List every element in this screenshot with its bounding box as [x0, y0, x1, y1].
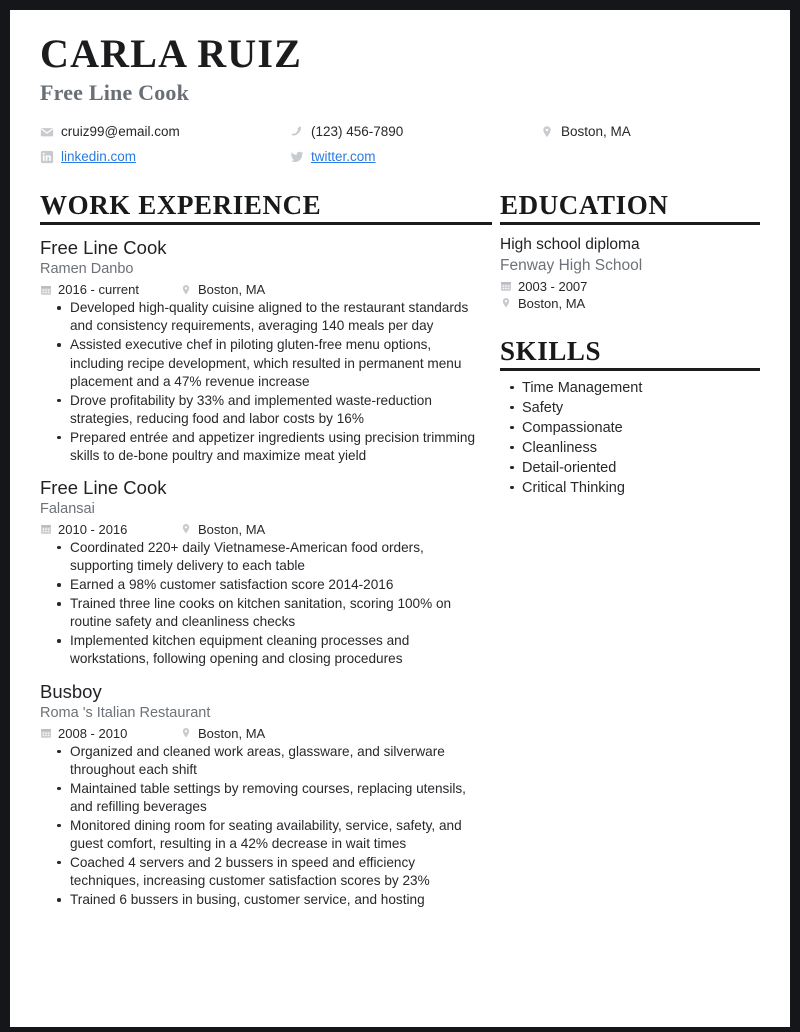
map-pin-icon: [540, 125, 554, 139]
skill-item: Time Management: [522, 378, 768, 398]
job-bullets: [40, 539, 484, 669]
job-bullet: Developed high-quality cuisine aligned to the restaurant standards and consistency requirements, averaging 140 meals per day: [70, 299, 484, 335]
calendar-icon: [40, 727, 52, 739]
map-pin-icon: [180, 284, 192, 296]
job-bullet: Trained three line cooks on kitchen sanitation, scoring 100% on routine safety and cleanliness checks: [70, 595, 484, 631]
job-bullets: [40, 743, 484, 910]
contact-twitter[interactable]: [290, 149, 540, 164]
education-entry: [500, 235, 768, 310]
job-bullet: Implemented kitchen equipment cleaning processes and workstations, following opening and closing procedures: [70, 632, 484, 668]
job-bullet: Monitored dining room for seating availability, service, safety, and guest comfort, resulting in a 42% decrease in wait times: [70, 817, 484, 853]
skills-list: [500, 378, 768, 498]
education-dates: [500, 279, 768, 294]
page-title: CARLA RUIZ: [40, 31, 303, 76]
job-dates: [40, 522, 180, 537]
job-location: [180, 282, 265, 297]
job-location-text: Boston, MA: [198, 725, 266, 741]
contact-twitter-link[interactable]: twitter.com: [311, 149, 376, 164]
contact-email-text: cruiz99@email.com: [61, 124, 180, 139]
education-section-rule: [500, 222, 760, 225]
skills-section-title: SKILLS: [500, 335, 602, 366]
education-school: Fenway High School: [500, 257, 643, 275]
skills-section-rule: [500, 368, 760, 371]
phone-icon: [290, 125, 304, 139]
job-entry: [40, 476, 484, 669]
job-company: Falansai: [40, 501, 95, 518]
contact-phone[interactable]: [290, 124, 540, 139]
contact-phone-text: (123) 456-7890: [311, 124, 404, 139]
education-section-title: EDUCATION: [500, 190, 669, 220]
contact-row-primary: [40, 119, 768, 144]
contact-email[interactable]: [40, 124, 290, 139]
education-location: [500, 296, 768, 311]
work-section-title: WORK EXPERIENCE: [40, 190, 322, 220]
contact-location: [540, 124, 750, 139]
job-bullet: Assisted executive chef in piloting gluten-free menu options, including recipe development, which resulted in permanent menu placement and a 47% revenue increase: [70, 336, 484, 390]
job-bullet: Coordinated 220+ daily Vietnamese-American food orders, supporting timely delivery to each table: [70, 539, 484, 575]
job-bullet: Trained 6 bussers in busing, customer service, and hosting: [70, 891, 484, 909]
contact-info: [32, 119, 768, 169]
job-meta: [40, 282, 484, 297]
contact-linkedin-link[interactable]: linkedin.com: [61, 149, 137, 164]
skill-item: Compassionate: [522, 418, 768, 438]
education-degree: High school diploma: [500, 236, 640, 254]
map-pin-icon: [500, 297, 512, 309]
map-pin-icon: [180, 523, 192, 535]
skill-item: Cleanliness: [522, 438, 768, 458]
headline-subtitle: Free Line Cook: [40, 80, 190, 105]
job-bullets: [40, 299, 484, 465]
education-dates-text: 2003 - 2007: [518, 278, 588, 294]
job-bullet: Earned a 98% customer satisfaction score 2014-2016: [70, 576, 484, 594]
contact-linkedin[interactable]: [40, 149, 290, 164]
job-dates-text: 2008 - 2010: [58, 725, 128, 741]
job-meta: [40, 726, 484, 741]
work-experience-column: [40, 191, 500, 910]
contact-location-text: Boston, MA: [561, 124, 631, 139]
calendar-icon: [500, 280, 512, 292]
job-bullet: Maintained table settings by removing courses, replacing utensils, and refilling beverages: [70, 780, 484, 816]
contact-row-social: [40, 144, 768, 169]
job-dates: [40, 282, 180, 297]
map-pin-icon: [180, 727, 192, 739]
job-dates-text: 2016 - current: [58, 282, 139, 298]
job-entry: [40, 236, 484, 465]
job-location: [180, 726, 265, 741]
calendar-icon: [40, 523, 52, 535]
work-section-rule: [40, 222, 492, 225]
skill-item: Detail-oriented: [522, 458, 768, 478]
resume-header: [32, 32, 768, 169]
job-bullet: Prepared entrée and appetizer ingredients using precision trimming skills to de-bone poultry and maximize meat yield: [70, 429, 484, 465]
job-bullet: Organized and cleaned work areas, glassware, and silverware throughout each shift: [70, 743, 484, 779]
job-title: Free Line Cook: [40, 237, 167, 259]
resume-body: [32, 191, 768, 910]
job-bullet: Drove profitability by 33% and implemented waste-reduction strategies, reducing food and labor costs by 16%: [70, 392, 484, 428]
skill-item: Critical Thinking: [522, 478, 768, 498]
job-dates-text: 2010 - 2016: [58, 521, 128, 537]
resume-page: [10, 10, 790, 1027]
education-location-text: Boston, MA: [518, 295, 586, 311]
job-company: Ramen Danbo: [40, 261, 134, 278]
job-location-text: Boston, MA: [198, 521, 266, 537]
job-location: [180, 522, 265, 537]
job-entry: [40, 680, 484, 910]
job-location-text: Boston, MA: [198, 282, 266, 298]
skill-item: Safety: [522, 398, 768, 418]
twitter-icon: [290, 150, 304, 164]
job-meta: [40, 522, 484, 537]
job-title: Free Line Cook: [40, 477, 167, 499]
sidebar-column: [500, 191, 768, 910]
job-dates: [40, 726, 180, 741]
job-bullet: Coached 4 servers and 2 bussers in speed and efficiency techniques, increasing customer satisfaction scores by 23%: [70, 854, 484, 890]
linkedin-icon: [40, 150, 54, 164]
envelope-icon: [40, 125, 54, 139]
calendar-icon: [40, 284, 52, 296]
job-title: Busboy: [40, 680, 102, 702]
job-company: Roma 's Italian Restaurant: [40, 704, 211, 721]
